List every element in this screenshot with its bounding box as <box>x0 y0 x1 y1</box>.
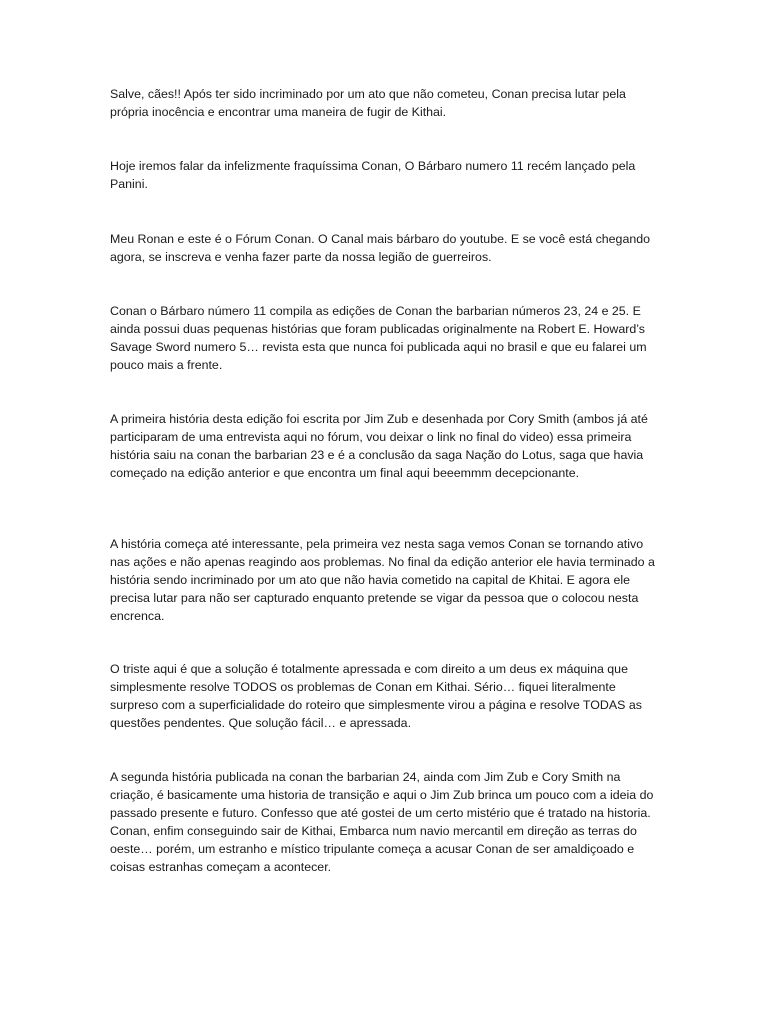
paragraph-criticism: O triste aqui é que a solução é totalmente apressada e com direito a um deus ex máquina que simplesmente resolve TODOS os problemas de Conan em Kithai. Sério… fiquei literalmente surpreso com a superficialidade do roteiro que simplesmente virou a página e resolve TODAS as questões pendentes. Que solução fácil… e apressada. <box>110 662 642 730</box>
paragraph-topic: Hoje iremos falar da infelizmente fraquíssima Conan, O Bárbaro numero 11 recém lançado pela Panini. <box>110 159 636 191</box>
paragraph-compilation: Conan o Bárbaro número 11 compila as edições de Conan the barbarian números 23, 24 e 25. E ainda possui duas pequenas histórias que foram publicadas originalmente na Robert E. Howard’s Savage Sword numero 5… revista esta que nunca foi publicada aqui no brasil e que eu falarei um pouco mais a frente. <box>110 304 647 372</box>
paragraph-intro: Salve, cães!! Após ter sido incriminado por um ato que não cometeu, Conan precisa lutar pela própria inocência e encontrar uma maneira de fugir de Kithai. <box>110 87 626 119</box>
paragraph-first-story: A primeira história desta edição foi escrita por Jim Zub e desenhada por Cory Smith (ambos já até participaram de uma entrevista aqui no fórum, vou deixar o link no final do video) essa primeira história saiu na conan the barbarian 23 e é a conclusão da saga Nação do Lotus, saga que havia começado na edição anterior e que encontra um final aqui beeemmm decepcionante. <box>110 412 648 480</box>
paragraph-channel: Meu Ronan e este é o Fórum Conan. O Canal mais bárbaro do youtube. E se você está chegando agora, se inscreva e venha fazer parte da nossa legião de guerreiros. <box>110 232 651 264</box>
paragraph-second-story: A segunda história publicada na conan the barbarian 24, ainda com Jim Zub e Cory Smith na criação, é basicamente uma historia de transição e aqui o Jim Zub brinca um pouco com a ideia do passado presente e futuro. Confesso que até gostei de um certo mistério que é tratado na historia. Conan, enfim conseguindo sair de Kithai, Embarca num navio mercantil em direção as terras do oeste… porém, um estranho e místico tripulante começa a acusar Conan de ser amaldiçoado e coisas estranhas começam a acontecer. <box>110 770 654 874</box>
paragraph-story-start: A história começa até interessante, pela primeira vez nesta saga vemos Conan se tornando ativo nas ações e não apenas reagindo aos problemas. No final da edição anterior ele havia terminado a história sendo incriminado por um ato que não havia cometido na capital de Khitai. E agora ele precisa lutar para não ser capturado enquanto pretende se vigar da pessoa que o colocou nesta encrenca. <box>110 537 655 623</box>
